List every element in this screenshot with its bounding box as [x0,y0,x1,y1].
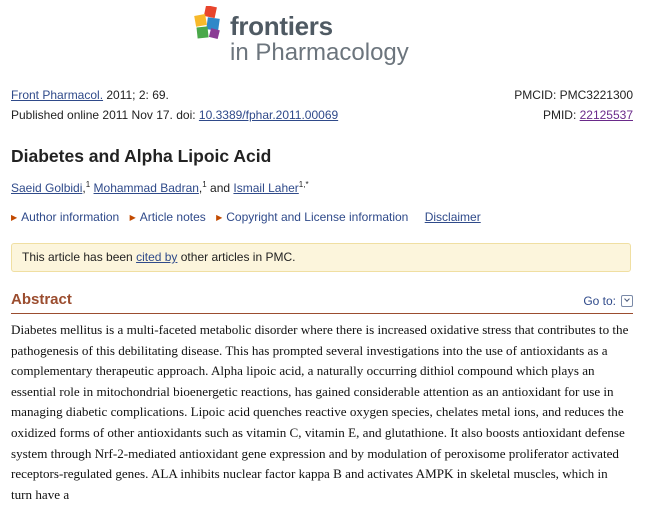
pmid-link[interactable]: 22125537 [579,108,633,122]
article-title: Diabetes and Alpha Lipoic Acid [11,146,272,166]
citation-volume: 2011; 2: 69. [103,88,169,102]
goto-menu[interactable] [583,293,633,309]
logo-frontiers-text: frontiers [230,11,333,41]
disclaimer-link[interactable]: Disclaimer [424,210,481,224]
cited-text-before: This article has been [22,250,137,264]
cited-text-after: other articles in PMC. [177,250,296,264]
published-row [11,107,633,123]
article-notes-toggle[interactable]: Article notes [139,210,206,224]
journal-logo[interactable] [193,4,453,68]
author-separator: , [198,181,203,195]
cited-by-link[interactable]: cited by [136,250,178,264]
section-divider [11,313,633,314]
goto-label: Go to: [583,294,616,308]
copyright-toggle[interactable]: Copyright and License information [226,210,409,224]
frontiers-logo-icon [193,6,227,40]
pmcid: PMCID: PMC3221300 [514,88,633,102]
affiliation-sup: 1 [202,180,207,189]
cited-by-notice [11,243,631,272]
author-link[interactable]: Mohammad Badran [93,181,199,195]
citation-journal [11,87,169,103]
author-link[interactable]: Saeid Golbidi [11,181,83,195]
published-info [11,107,338,123]
triangle-right-icon: ▶ [11,213,18,222]
affiliation-sup: 1,* [298,180,309,189]
triangle-right-icon: ▶ [129,213,136,222]
author-separator: , [82,181,86,195]
abstract-heading: Abstract [11,291,72,308]
journal-link[interactable]: Front Pharmacol. [11,88,104,102]
abstract-text: Diabetes mellitus is a multi-faceted metabolic disorder where there is increased oxidative stress that contributes to the pathogenesis of this debilitating disease. This has prompted several investigations into the use of antioxidants as a complementary therapeutic approach. Alpha lipoic acid, a naturally occurring dithiol compound which plays an essential role in mitochondrial bioenergetic reactions, has gained considerable attention as an antioxidant for use in managing diabetic complications. Lipoic acid quenches reactive oxygen species, chelates metal ions, and reduces the oxidized forms of other antioxidants such as vitamin C, vitamin E, and glutathione. It also boosts antioxidant defense system through Nrf-2-mediated antioxidant gene expression and by modulation of peroxisome proliferator activated receptors-regulated genes. ALA inhibits nuclear factor kappa B and activates AMPK in skeletal muscles, which in turn have a [11,322,629,502]
article-info-bar [11,209,481,227]
pmid-label: PMID: [542,108,580,122]
chevron-down-icon[interactable] [621,295,633,307]
affiliation-sup: 1 [85,180,91,189]
author-information-toggle[interactable]: Author information [21,210,120,224]
citation-row [11,87,633,103]
triangle-right-icon: ▶ [216,213,223,222]
author-and: and [206,181,234,195]
doi-link[interactable]: 10.3389/fphar.2011.00069 [198,108,339,122]
author-list [11,177,309,196]
author-link[interactable]: Ismail Laher [233,181,299,195]
published-text: Published online 2011 Nov 17. doi: [11,108,199,122]
logo-journal-text: in Pharmacology [230,39,409,66]
pmid [543,107,633,123]
